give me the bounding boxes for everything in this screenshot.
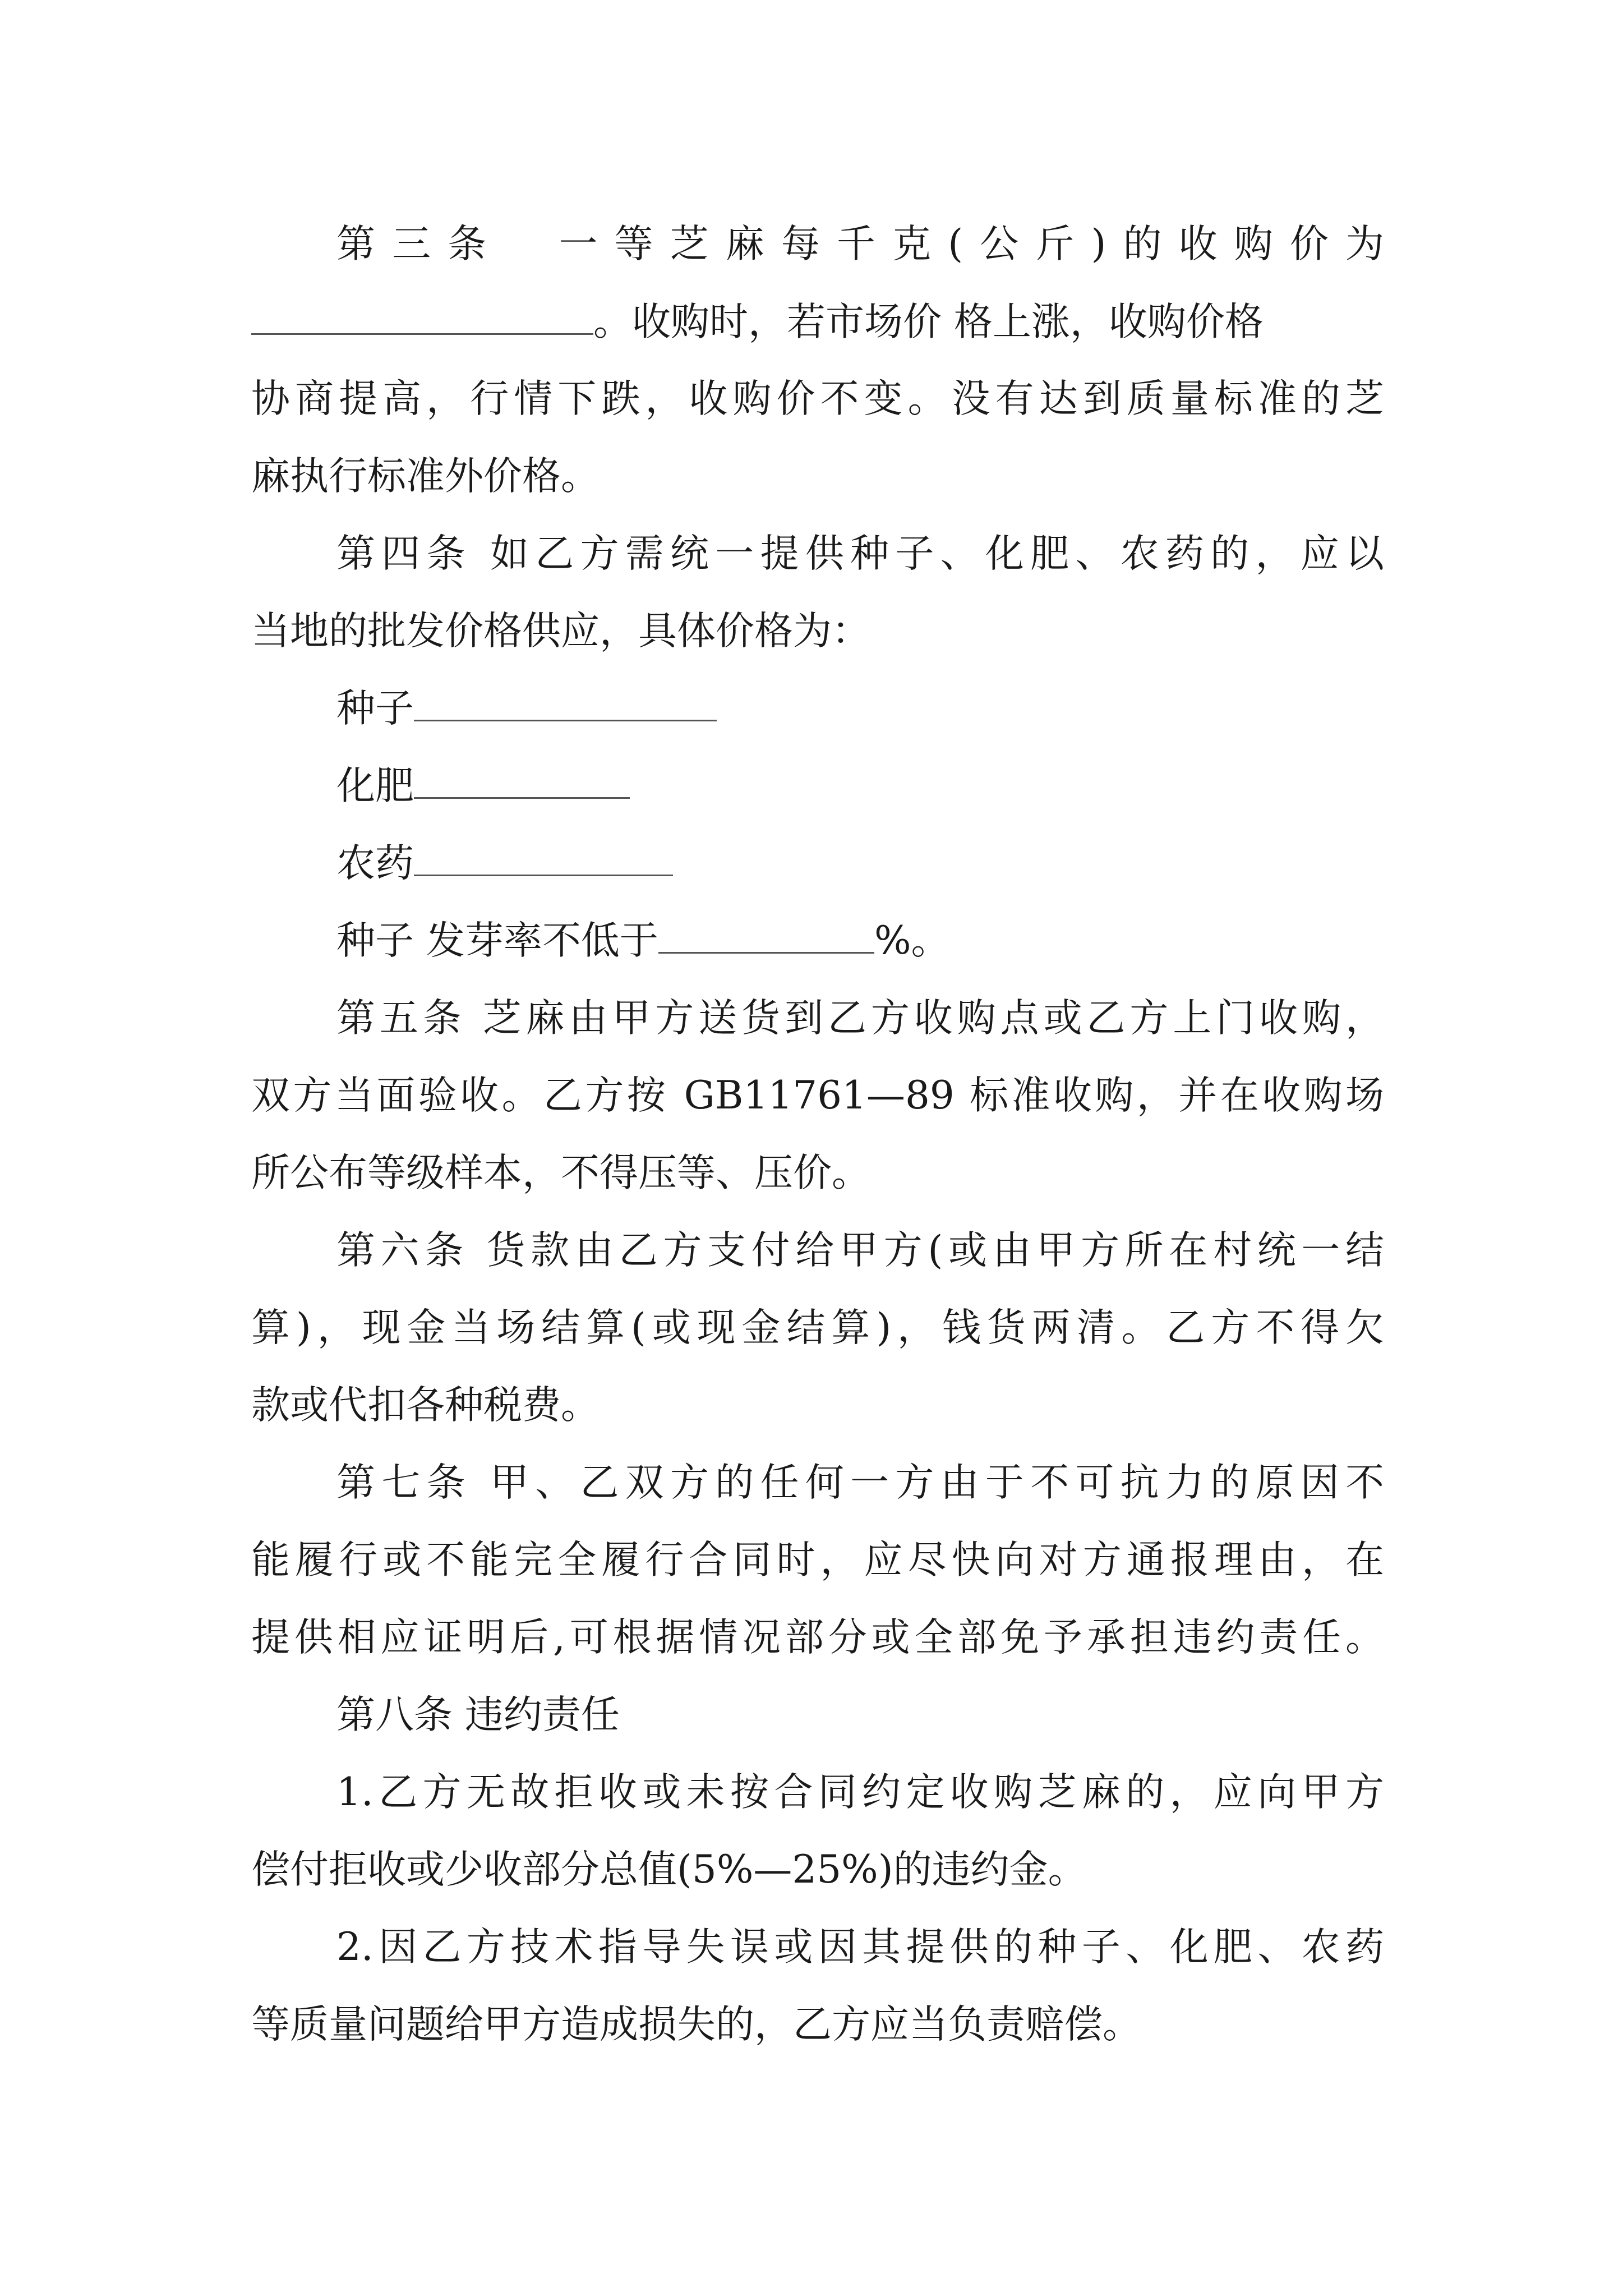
- article-7-line-3: 提供相应证明后,可根据情况部分或全部免予承担违约责任。: [251, 1615, 1384, 1660]
- article-5-line-3: 所公布等级样本，不得压等、压价。: [251, 1151, 870, 1195]
- article-5-line-1: 第五条 芝麻由甲方送货到乙方收购点或乙方上门收购，: [336, 996, 1384, 1041]
- article-3-line-4: 麻执行标准外价格。: [251, 454, 600, 499]
- seed-price-blank[interactable]: [414, 685, 717, 721]
- article-8-item-2-line-2: 等质量问题给甲方造成损失的，乙方应当负责赔偿。: [251, 2002, 1141, 2047]
- seed-label: 种子: [336, 686, 414, 731]
- pesticide-price-blank[interactable]: [414, 840, 673, 876]
- seed-price-row: [336, 670, 1469, 747]
- germination-rate-row: [336, 902, 1469, 979]
- article-7-line-2: 能履行或不能完全履行合同时，应尽快向对方通报理由，在: [251, 1538, 1384, 1582]
- article-8-item-1-line-2: 偿付拒收或少收部分总值(5%—25%)的违约金。: [251, 1847, 1087, 1892]
- article-6-line-1: 第六条 货款由乙方支付给甲方(或由甲方所在村统一结: [336, 1228, 1384, 1273]
- article-4-line-1: 第四条 如乙方需统一提供种子、化肥、农药的，应以: [336, 531, 1384, 576]
- germination-rate-blank[interactable]: [658, 917, 874, 954]
- article-3-line-1: 第三条 一等芝麻每千克(公斤)的收购价为: [336, 222, 1384, 266]
- pesticide-price-row: [336, 825, 1469, 902]
- price-blank[interactable]: [251, 298, 593, 335]
- article-5-line-2: 双方当面验收。乙方按 GB11761—89 标准收购，并在收购场: [251, 1073, 1384, 1118]
- article-6-line-3: 款或代扣各种税费。: [251, 1383, 600, 1428]
- germination-label: 种子 发芽率不低于: [336, 918, 658, 963]
- article-8-item-1-line-1: 1.乙方无故拒收或未按合同约定收购芝麻的，应向甲方: [336, 1770, 1384, 1815]
- article-3-line-2: [251, 283, 1384, 361]
- germination-suffix: %。: [874, 918, 950, 963]
- article-3-line-3: 协商提高，行情下跌，收购价不变。没有达到质量标准的芝: [251, 376, 1384, 421]
- article-7-line-1: 第七条 甲、乙双方的任何一方由于不可抗力的原因不: [336, 1460, 1384, 1505]
- fertilizer-label: 化肥: [336, 763, 414, 808]
- article-8-item-2-line-1: 2.因乙方技术指导失误或因其提供的种子、化肥、农药: [336, 1925, 1384, 1970]
- fertilizer-price-blank[interactable]: [414, 762, 630, 799]
- article-6-line-2: 算)，现金当场结算(或现金结算)，钱货两清。乙方不得欠: [251, 1305, 1384, 1350]
- article-3-line-2-text: 。收购时，若市场价 格上涨，收购价格: [593, 300, 1264, 344]
- pesticide-label: 农药: [336, 841, 414, 886]
- article-4-line-2: 当地的批发价格供应，具体价格为：: [251, 609, 870, 654]
- fertilizer-price-row: [336, 747, 1469, 825]
- article-8-title: 第八条 违约责任: [336, 1692, 620, 1737]
